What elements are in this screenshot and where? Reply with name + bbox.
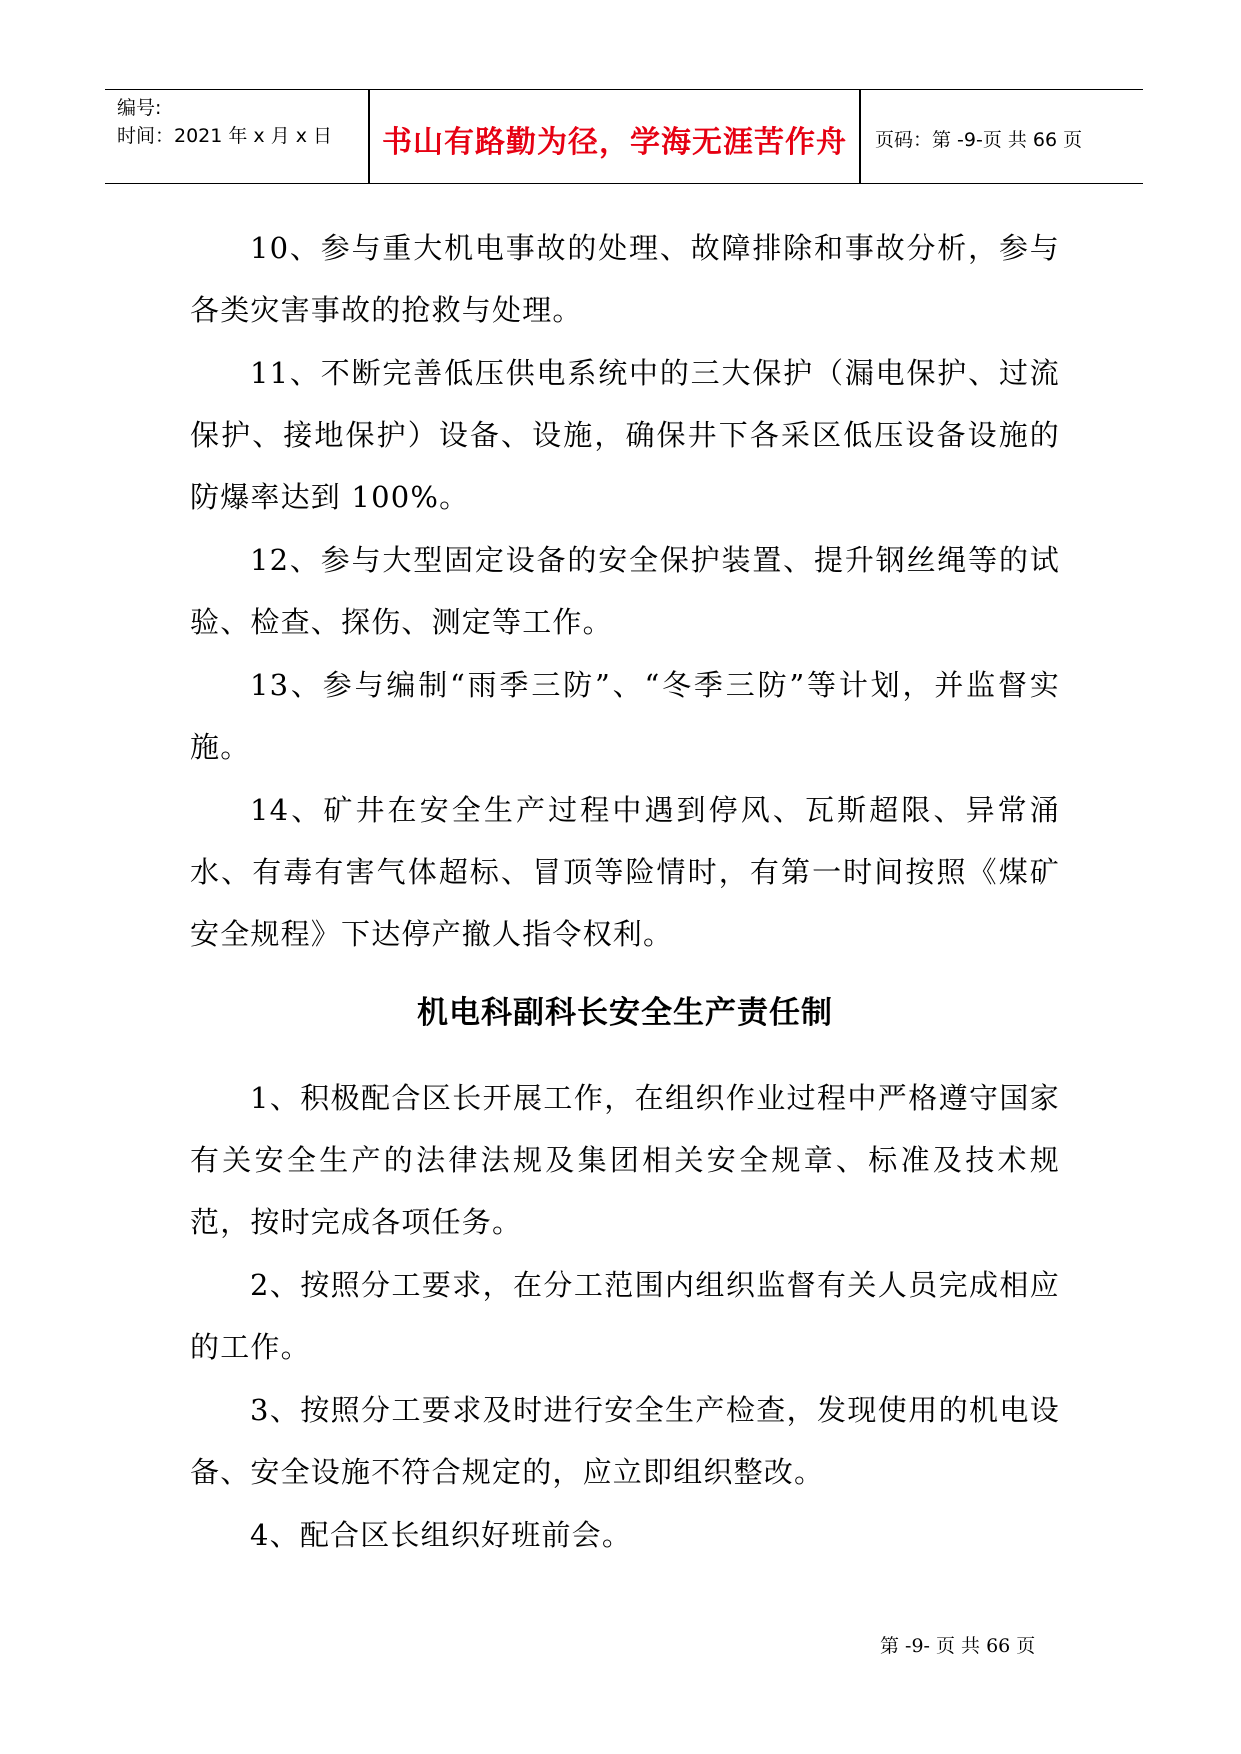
header-divider [368,90,370,183]
paragraph: 10、参与重大机电事故的处理、故障排除和事故分析，参与各类灾害事故的抢救与处理。 [190,231,1060,327]
paragraph: 2、按照分工要求，在分工范围内组织监督有关人员完成相应的工作。 [190,1268,1060,1364]
header-meta [117,94,367,150]
document-body [190,217,1060,1567]
paragraph: 14、矿井在安全生产过程中遇到停风、瓦斯超限、异常涌水、有毒有害气体超标、冒顶等险情时，有第一时间按照《煤矿安全规程》下达停产撤人指令权利。 [190,793,1060,951]
paragraph: 13、参与编制“雨季三防”、“冬季三防”等计划，并监督实施。 [190,668,1060,764]
page-footer: 第 -9- 页 共 66 页 [880,1635,1036,1657]
header-divider [859,90,861,183]
paragraph: 4、配合区长组织好班前会。 [250,1518,633,1552]
paragraph: 1、积极配合区长开展工作，在组织作业过程中严格遵守国家有关安全生产的法律法规及集团相关安全规章、标准及技术规范，按时完成各项任务。 [190,1081,1060,1239]
header-page-code: 页码：第 -9-页 共 66 页 [875,129,1083,151]
page-header [105,89,1143,184]
header-motto: 书山有路勤为径，学海无涯苦作舟 [382,125,847,160]
paragraph: 11、不断完善低压供电系统中的三大保护（漏电保护、过流保护、接地保护）设备、设施，确保井下各采区低压设备设施的防爆率达到 100%。 [190,356,1060,514]
header-number-label: 编号: [117,97,162,119]
section-title: 机电科副科长安全生产责任制 [417,995,833,1031]
header-time-label: 时间：2021 年 x 月 x 日 [117,125,333,147]
paragraph: 12、参与大型固定设备的安全保护装置、提升钢丝绳等的试验、检查、探伤、测定等工作。 [190,543,1060,639]
paragraph: 3、按照分工要求及时进行安全生产检查，发现使用的机电设备、安全设施不符合规定的，应立即组织整改。 [190,1393,1060,1489]
